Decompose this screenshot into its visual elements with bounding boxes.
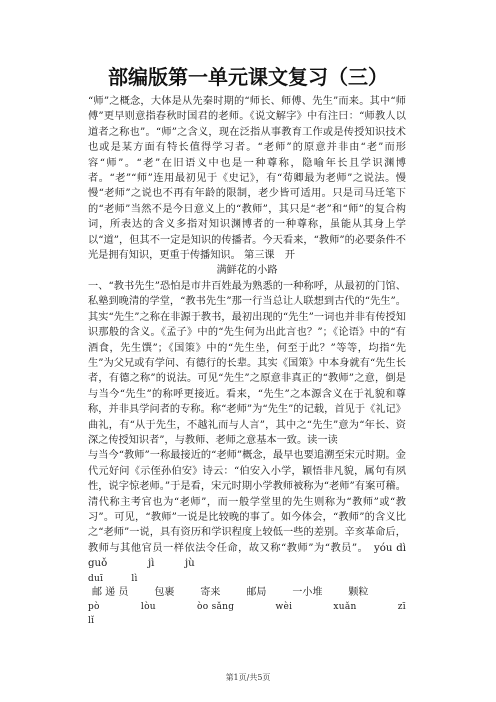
paragraph-text: 与当今“教师”一称最接近的“老师”概念，最早也要追溯至宋元时期。金代元好问《示侄孙伯安》诗云：“伯安入小学，颖悟非凡貌，属句有夙性，说字惊老师。”于是看，宋元时期小学教师被称为“老师”有案可稽。清代称主考官也为“老师”，而一般学堂里的先生则称为“教师”或“教习”。可见，“教师”一说是比较晚的事了。如今体会，“教师”的含义比之“老师”一说，具有资历和学识程度上较低一些的差别。辛亥革命后，教师与其他官员一样依法令任命，故又称“教师”为“教员”。 <box>88 450 406 554</box>
pinyin-inline: jù <box>184 558 195 570</box>
paragraph: “师”之概念，大体是从先秦时期的“师长、师傅、先生”而来。其中“师傅”更早则意指春秋时国君的老师。《说文解字》中有注曰：“师教人以道者之称也”。“师”之含义，现在泛指从事教育工作或是传授知识技术也或是某方面有特长值得学习者。“老师”的原意并非由“老”而形容“师”。“老”在旧语义中也是一种尊称，隐喻年长且学识渊博者。“老”“师”连用最初见于《史记》，有“荀卿最为老师”之说法。慢慢“老师”之说也不再有年龄的限制，老少皆可适用。只是司马迁笔下的“老师”当然不是今日意义上的“教师”，其只是“老”和“师”的复合构词，所表达的含义多指对知识渊博者的一种尊称，虽能从其身上学以“道”，但其不一定是知识的传播者。今天看来，“教师”的必要条件不光是拥有知识，更重于传播知识。 第三课 开 <box>88 96 406 262</box>
pinyin: zī <box>397 601 406 612</box>
pinyin: wèi <box>275 601 293 612</box>
pinyin: òo sǎng <box>197 601 235 612</box>
vocab-word: 邮 递 员 <box>92 586 129 598</box>
pinyin-inline: guǒ <box>88 558 108 570</box>
vocabulary-row <box>88 586 406 600</box>
vocab-word: 邮局 <box>246 586 267 598</box>
pinyin: lòu <box>140 601 156 612</box>
pinyin-row <box>88 600 406 614</box>
vocab-word: 颗粒 <box>348 586 369 598</box>
pinyin: lǐ <box>88 615 95 626</box>
page-title: 部编版第一单元课文复习（三） <box>108 65 388 89</box>
pinyin-row <box>88 572 406 586</box>
paragraph <box>88 448 406 571</box>
pinyin: xuǎn <box>333 601 357 612</box>
pinyin-inline: yóu dì <box>374 542 407 554</box>
pinyin-row <box>88 614 406 628</box>
paragraph: 一、“教书先生”恐怕是市井百姓最为熟悉的一种称呼，从最初的门馆、私塾到晚清的学堂，“教书先生”那一行当总让人联想到古代的“先生”。其实“先生”之称在非源于教书，最初出现的“先生”一词也并非有传授知识那般的含义。《孟子》中的“先生何为出此言也？”；《论语》中的“有酒食，先生馔”；《国策》中的“先生坐，何至于此？”等等，均指“先生”为父兄或有学问、有德行的长辈。其实《国策》中本身就有“先生长者，有德之称”的说法。可见“先生”之原意非真正的“教师”之意，倒是与当今“先生”的称呼更接近。看来，“先生”之本源含义在于礼貌和尊称，并非具学问者的专称。称“老师”为“先生”的记载，首见于《礼记》曲礼，有“从于先生，不越礼而与人言”，其中之“先生”意为“年长、资深之传授知识者”，与教师、老师之意基本一致。读一读 <box>88 280 406 446</box>
vocab-word: 寄来 <box>200 586 221 598</box>
vocab-word: 一小堆 <box>292 586 323 598</box>
pinyin: lì <box>131 573 138 584</box>
document-body <box>88 94 406 628</box>
pinyin: pò <box>88 601 100 612</box>
vocab-word: 包裹 <box>154 586 175 598</box>
page-footer: 第1页/共5页 <box>225 673 271 682</box>
pinyin: duī <box>88 573 104 584</box>
paragraph-lesson-title: 满鲜花的小路 <box>216 265 278 277</box>
pinyin-inline: jì <box>147 558 155 570</box>
